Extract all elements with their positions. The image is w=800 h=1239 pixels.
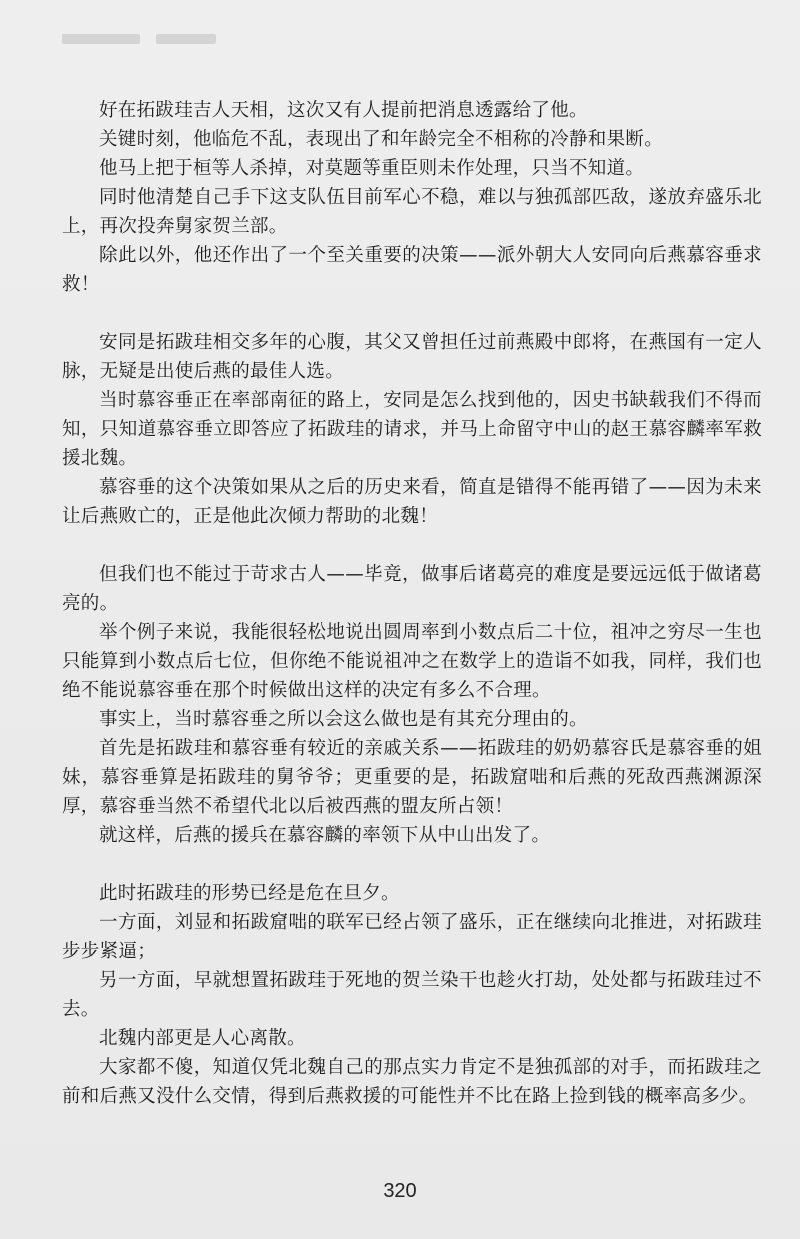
paragraph: 好在拓跋珪吉人天相，这次又有人提前把消息透露给了他。 xyxy=(99,100,588,121)
paragraph: 大家都不傻，知道仅凭北魏自己的那点实力肯定不是独孤部的对手，而拓跋珪之前和后燕又没什么交情，得到后燕救援的可能性并不比在路上捡到钱的概率高多少。 xyxy=(62,1057,762,1107)
paragraph: 关键时刻，他临危不乱，表现出了和年龄完全不相称的冷静和果断。 xyxy=(99,129,664,150)
running-header xyxy=(62,34,232,50)
paragraph: 北魏内部更是人心离散。 xyxy=(99,1028,306,1049)
paragraph: 他马上把于桓等人杀掉，对莫题等重臣则未作处理，只当不知道。 xyxy=(99,158,645,179)
running-header-mark xyxy=(156,34,216,44)
paragraph: 另一方面，早就想置拓跋珪于死地的贺兰染干也趁火打劫，处处都与拓跋珪过不去。 xyxy=(62,970,762,1020)
paragraph: 安同是拓跋珪相交多年的心腹，其父又曾担任过前燕殿中郎将，在燕国有一定人脉，无疑是出使后燕的最佳人选。 xyxy=(62,332,762,382)
paragraph: 此时拓跋珪的形势已经是危在旦夕。 xyxy=(99,883,400,904)
paragraph: 慕容垂的这个决策如果从之后的历史来看，简直是错得不能再错了——因为未来让后燕败亡的，正是他此次倾力帮助的北魏！ xyxy=(62,477,762,527)
paragraph: 首先是拓跋珪和慕容垂有较近的亲戚关系——拓跋珪的奶奶慕容氏是慕容垂的姐妹，慕容垂算是拓跋珪的舅爷爷；更重要的是，拓跋窟咄和后燕的死敌西燕渊源深厚，慕容垂当然不希望代北以后被西燕的盟友所占领！ xyxy=(62,738,762,817)
paragraph: 事实上，当时慕容垂之所以会这么做也是有其充分理由的。 xyxy=(99,709,588,730)
paragraph: 但我们也不能过于苛求古人——毕竟，做事后诸葛亮的难度是要远远低于做诸葛亮的。 xyxy=(62,564,762,614)
running-header-mark xyxy=(62,34,140,44)
paragraph: 同时他清楚自己手下这支队伍目前军心不稳，难以与独孤部匹敌，遂放弃盛乐北上，再次投奔舅家贺兰部。 xyxy=(62,187,762,237)
paragraph: 当时慕容垂正在率部南征的路上，安同是怎么找到他的，因史书缺载我们不得而知，只知道慕容垂立即答应了拓跋珪的请求，并马上命留守中山的赵王慕容麟率军救援北魏。 xyxy=(62,390,762,469)
paragraph: 就这样，后燕的援兵在慕容麟的率领下从中山出发了。 xyxy=(99,825,551,846)
paragraph: 除此以外，他还作出了一个至关重要的决策——派外朝大人安同向后燕慕容垂求救！ xyxy=(62,245,762,295)
paragraph: 一方面，刘显和拓跋窟咄的联军已经占领了盛乐，正在继续向北推进，对拓跋珪步步紧逼； xyxy=(62,912,762,962)
page-body xyxy=(62,96,762,1176)
page-number: 320 xyxy=(383,1180,417,1202)
paragraph: 举个例子来说，我能很轻松地说出圆周率到小数点后二十位，祖冲之穷尽一生也只能算到小数点后七位，但你绝不能说祖冲之在数学上的造诣不如我，同样，我们也绝不能说慕容垂在那个时候做出这样的决定有多么不合理。 xyxy=(62,622,762,701)
